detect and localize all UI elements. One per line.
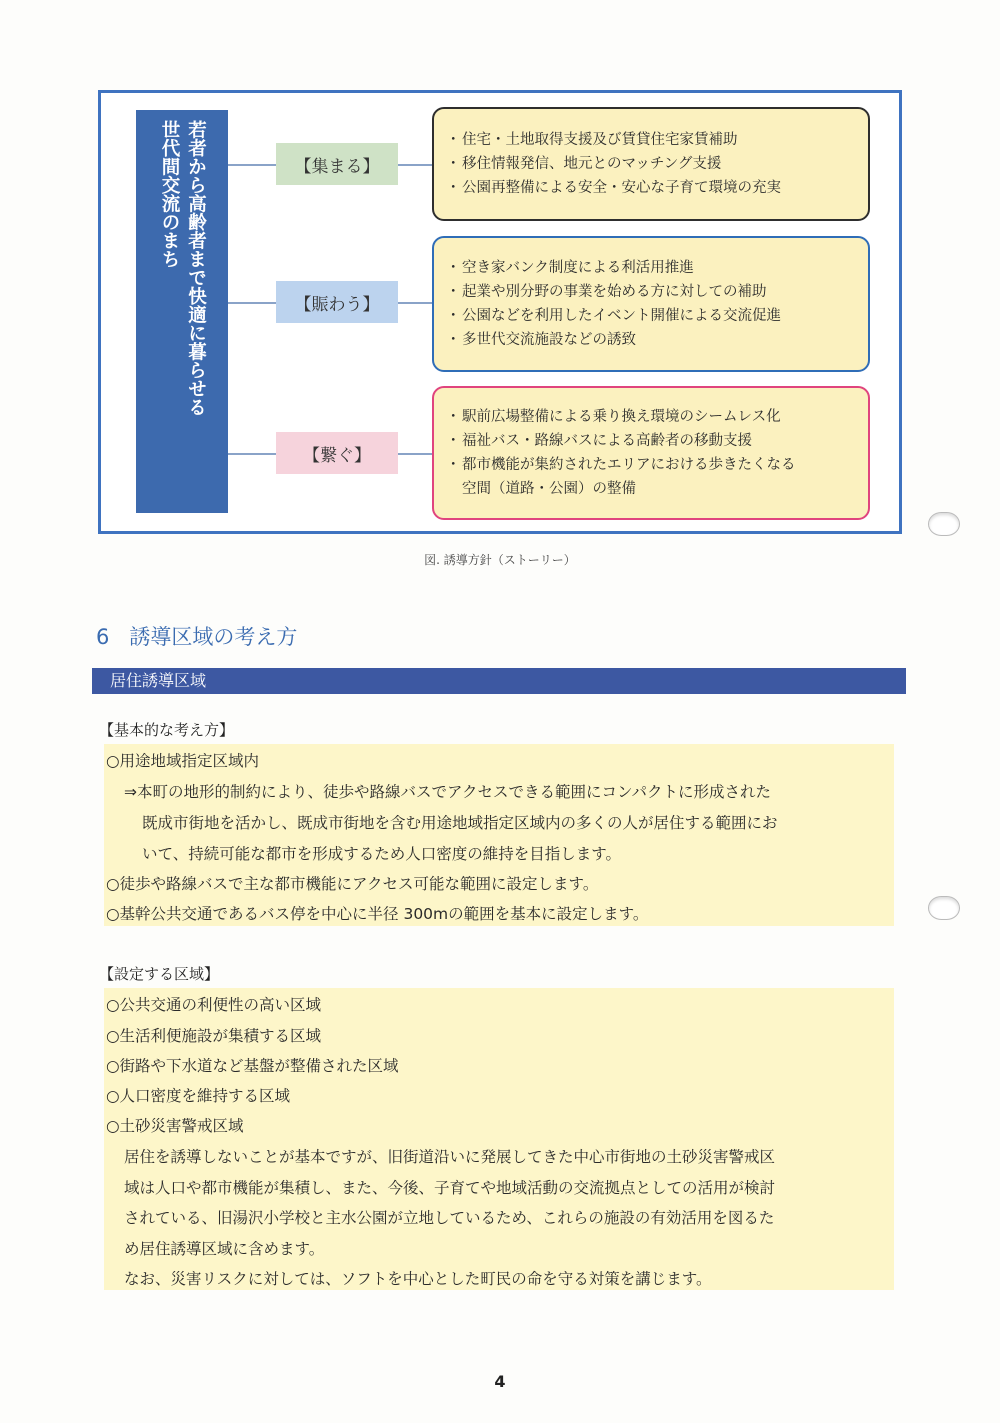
- connector: [398, 302, 432, 304]
- basic-line: いて、持続可能な都市を形成するため人口密度の維持を目指します。: [142, 845, 621, 863]
- policy-item-continuation: 空間（道路・公園）の整備: [462, 481, 636, 497]
- setting-line: ○土砂災害警戒区域: [106, 1117, 244, 1135]
- connector: [228, 164, 276, 166]
- setting-line: め居住誘導区域に含めます。: [124, 1240, 325, 1258]
- setting-line: ○人口密度を維持する区域: [106, 1087, 291, 1105]
- basic-line: ⇒本町の地形的制約により、徒歩や路線バスでアクセスできる範囲にコンパクトに形成された: [124, 783, 771, 801]
- vertical-title-line-2: 世代間交流のまち: [159, 120, 180, 268]
- setting-line: ○街路や下水道など基盤が整備された区域: [106, 1057, 399, 1075]
- policy-item: ・ 多世代交流施設などの誘致: [448, 328, 854, 352]
- figure-caption: 図. 誘導方針（ストーリー）: [424, 553, 576, 567]
- vertical-title-line-1: 若者から高齢者まで快適に暮らせる: [185, 120, 207, 416]
- basic-line: 既成市街地を活かし、既成市街地を含む用途地域指定区域内の多くの人が居住する範囲にお: [142, 814, 778, 832]
- setting-line: されている、旧湯沢小学校と主水公園が立地しているため、これらの施設の有効活用を図るた: [124, 1209, 775, 1227]
- setting-line: ○生活利便施設が集積する区域: [106, 1027, 322, 1045]
- policy-item: ・ 都市機能が集約されたエリアにおける歩きたくなる: [448, 453, 854, 477]
- basic-line: ○用途地域指定区域内: [106, 752, 260, 770]
- policy-item: ・ 移住情報発信、地元とのマッチング支援: [448, 152, 854, 176]
- section-title: [96, 621, 297, 651]
- policy-item: ・ 公園などを利用したイベント開催による交流促進: [448, 304, 854, 328]
- setting-heading: 【設定する区域】: [99, 965, 220, 983]
- basic-line: ○徒歩や路線バスで主な都市機能にアクセス可能な範囲に設定します。: [106, 875, 599, 893]
- policy-box-nigiwau: [432, 236, 870, 372]
- setting-line: なお、災害リスクに対しては、ソフトを中心とした町民の命を守る対策を講じます。: [124, 1270, 712, 1288]
- policy-box-atsumaru: [432, 107, 870, 221]
- basic-highlight: [104, 744, 894, 926]
- basic-line: ○基幹公共交通であるバス停を中心に半径 300mの範囲を基本に設定します。: [106, 905, 649, 923]
- policy-item: ・ 福祉バス・路線バスによる高齢者の移動支援: [448, 429, 854, 453]
- connector: [398, 164, 432, 166]
- setting-line: 居住を誘導しないことが基本ですが、旧街道沿いに発展してきた中心市街地の土砂災害警戒区: [124, 1148, 776, 1166]
- policy-item: ・ 住宅・土地取得支援及び賃貸住宅家賃補助: [448, 128, 854, 152]
- connector: [228, 453, 276, 455]
- section-title-text: 誘導区域の考え方: [129, 625, 298, 649]
- policy-item: ・ 起業や別分野の事業を始める方に対しての補助: [448, 280, 854, 304]
- tag-tsunagu: 【繋ぐ】: [276, 432, 398, 474]
- policy-item: ・ 公園再整備による安全・安心な子育て環境の充実: [448, 176, 854, 200]
- setting-line: ○公共交通の利便性の高い区域: [106, 996, 322, 1014]
- policy-box-tsunagu: [432, 386, 870, 520]
- vertical-title-bar: [136, 110, 228, 513]
- section-number: 6: [96, 625, 110, 649]
- setting-line: 域は人口や都市機能が集積し、また、今後、子育てや地域活動の交流拠点としての活用が検討: [124, 1179, 776, 1197]
- section-band: 居住誘導区域: [92, 668, 906, 694]
- connector: [398, 453, 432, 455]
- binder-hole: [928, 896, 960, 920]
- basic-heading: 【基本的な考え方】: [99, 721, 235, 739]
- tag-nigiwau: 【賑わう】: [276, 281, 398, 323]
- policy-item: ・ 空き家バンク制度による利活用推進: [448, 256, 854, 280]
- page-number: 4: [494, 1372, 506, 1391]
- binder-hole: [928, 512, 960, 536]
- tag-atsumaru: 【集まる】: [276, 143, 398, 185]
- policy-item: ・ 駅前広場整備による乗り換え環境のシームレス化: [448, 405, 854, 429]
- connector: [228, 302, 276, 304]
